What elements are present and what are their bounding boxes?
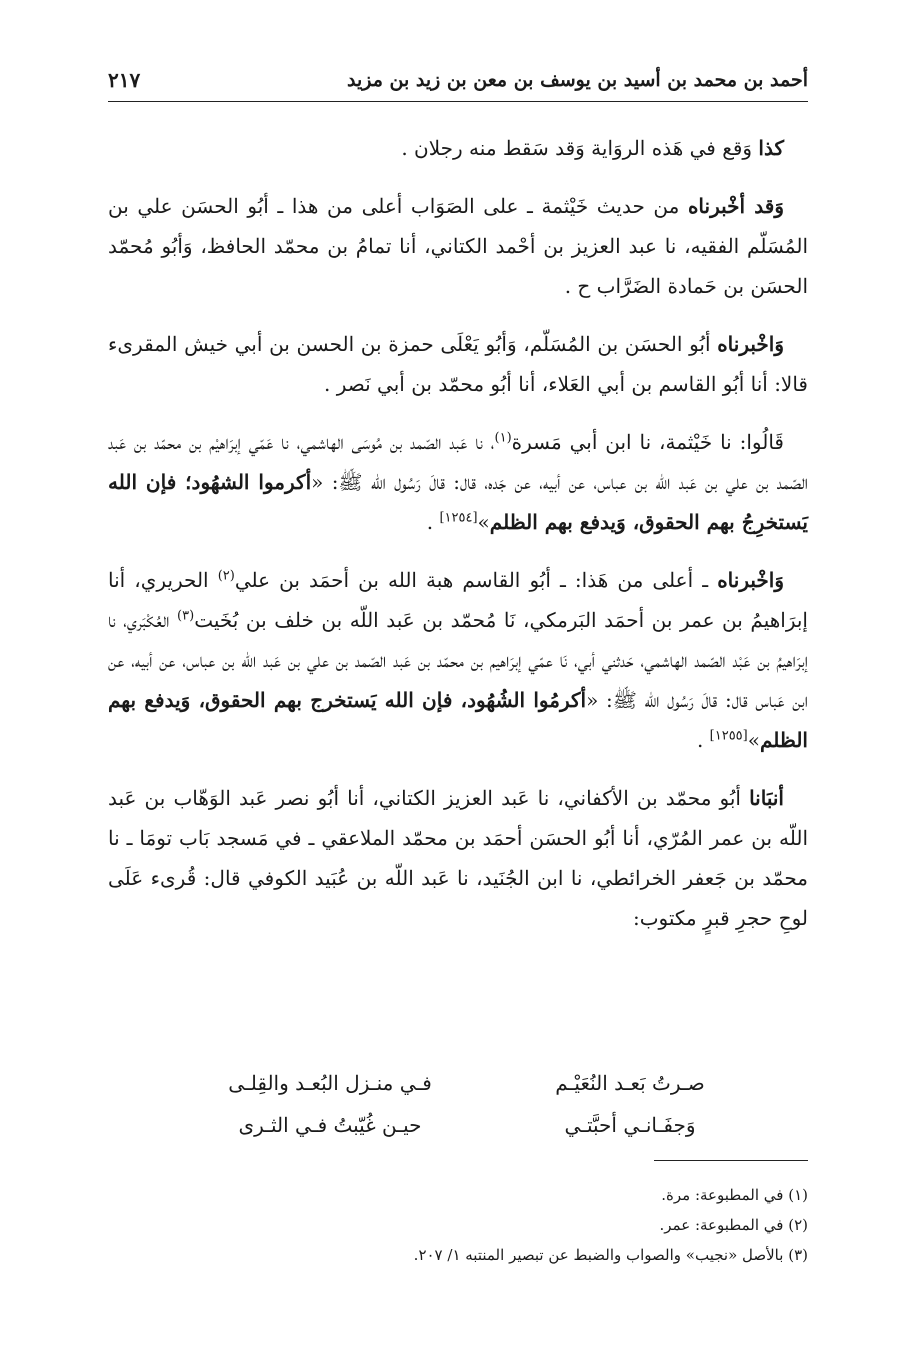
paragraph-1 bbox=[108, 128, 808, 168]
reference-mark: (٢) bbox=[217, 568, 235, 584]
footnote-rule bbox=[654, 1160, 808, 1161]
text-run: أبُو الحسَن بن المُسَلّم، وَأبُو يَعْلَى حمزة بن الحسن بن أبي خيش المقرىء قالا: أنا أبُو القاسم بن أبي العَلاء، أنا أبُو محمّد بن أبي نَصر . bbox=[108, 332, 808, 396]
text-run: قَالُوا: نا خَيْثمة، نا ابن أبي مَسرة bbox=[511, 430, 784, 454]
verse-1-second-hemistich: فـي منـزل البُعـد والقِلـى bbox=[228, 1071, 432, 1095]
paragraph-2 bbox=[108, 186, 808, 306]
footnote-text: في المطبوعة: عمر. bbox=[659, 1216, 784, 1234]
text-run: الحريري، أنا إبرَاهيمُ بن عمر بن أحمَد البَرمكي، نَا مُحمّد بن عَبد اللّه بن خلف بن بُخَيت bbox=[108, 568, 808, 632]
reference-mark: [١٢٥٥] bbox=[709, 728, 748, 744]
footnote-text: بالأصل «نجيب» والصواب والضبط عن تبصير المنتبه ١/ ٢٠٧. bbox=[413, 1246, 784, 1264]
bold-run: وَاخْبرناه bbox=[717, 568, 784, 592]
verse-1 bbox=[210, 1062, 750, 1104]
reference-mark: (٣) bbox=[177, 608, 195, 624]
footnote-marker: (٢) bbox=[788, 1216, 808, 1234]
paragraph-4 bbox=[108, 422, 808, 542]
poem bbox=[210, 1062, 750, 1146]
text-run: ، نا عَبد الصّمد بن مُوسَى الهاشمي، نا عَمّي إبرَاهيْم بن محمّد بن عَبد الصّمد بن علي بن عَبد اللّه بن عباس، عن أبيه، عن جَده، قال: قالَ رَسُول الله ﷺ: « bbox=[108, 430, 808, 494]
text-run: ـ أعلى من هَذا: ـ أبُو القاسم هبة الله بن أحمَد بن علي bbox=[234, 568, 718, 592]
bold-run: أكرمُوا الشُهُود، فإن الله يَستخرج بهم الحقوق، وَيدفع بهم الظلم bbox=[108, 688, 808, 752]
footnote-marker: (١) bbox=[788, 1186, 808, 1204]
footnote-text: في المطبوعة: مرة. bbox=[661, 1186, 784, 1204]
text-run: أبُو محمّد بن الأكفاني، نا عَبد العزيز الكتاني، أنا أبُو نصر عَبد الوَهّاب بن عَبد اللّه بن عمر المُرّي، أنا أبُو الحسَن أحمَد بن محمّد الملاعقي ـ في مَسجد بَاب تومَا ـ نا محمّد بن جَعفر الخرائطي، نا ابن الجُنَيد، نا عَبد اللّه بن عُبَيد الكوفي قال: قُرىء عَلَى لوحِ حجرِ قبرٍ مكتوب: bbox=[108, 786, 808, 930]
text-run: من حديث خَيْثمة ـ على الصَوَاب أعلى من هذا ـ أبُو الحسَن علي بن المُسَلّم الفقيه، نا عبد العزيز بن أحْمد الكتاني، أنا تمامُ بن محمّد الحافظ، وَأبُو مُحمّد الحسَن بن حَمادة الضَرَّاب ح . bbox=[108, 194, 808, 298]
text-run: . bbox=[696, 728, 710, 752]
text-run: » bbox=[477, 510, 490, 534]
page-number: ٢١٧ bbox=[108, 68, 141, 92]
bold-run: أكرموا الشهُود؛ فإن الله يَستخرِجُ بهم الحقوق، وَيدفع بهم الظلم bbox=[108, 470, 808, 534]
reference-mark: [١٢٥٤] bbox=[439, 510, 478, 526]
footnote-2 bbox=[108, 1210, 808, 1240]
running-head: أحمد بن محمد بن أسيد بن يوسف بن معن بن زيد بن مزيد bbox=[346, 69, 808, 91]
header-rule bbox=[108, 101, 808, 102]
verse-2-first-hemistich: وَجفَـانـي أحبَّتـي bbox=[564, 1113, 696, 1137]
verse-2-second-hemistich: حيـن غُيّبتُ فـي الثـرى bbox=[238, 1113, 422, 1137]
footnote-3 bbox=[108, 1240, 808, 1270]
footnotes bbox=[108, 1180, 808, 1270]
text-run: . bbox=[426, 510, 440, 534]
verse-1-first-hemistich: صـرتُ بَعـد النُعَيْـم bbox=[555, 1071, 705, 1095]
bold-run: كذا bbox=[758, 136, 784, 160]
bold-run: وَقد أخْبرناه bbox=[687, 194, 784, 218]
text-run: العُكْبَري، نا إبرَاهيمُ بن عَبْد الصّمد الهاشمي، حَدثني أبي، نَا عمّي إبرَاهيم بن محمّد بن عَبد الصّمد بن علي بن عَبد اللّه بن عباس، عن أبيه، عن ابن عَباس قال: قالَ رَسُول الله ﷺ: « bbox=[108, 608, 808, 712]
page-header bbox=[108, 60, 808, 100]
footnote-marker: (٣) bbox=[788, 1246, 808, 1264]
verse-2 bbox=[210, 1104, 750, 1146]
reference-mark: (١) bbox=[494, 430, 512, 446]
text-run: وَقع في هَذه الروَاية وَقد سَقط منه رجلان . bbox=[401, 136, 759, 160]
bold-run: أنبَانا bbox=[749, 786, 784, 810]
paragraph-5 bbox=[108, 560, 808, 760]
paragraph-6 bbox=[108, 778, 808, 938]
main-text bbox=[108, 128, 808, 956]
paragraph-3 bbox=[108, 324, 808, 404]
bold-run: وَاخْبرناه bbox=[717, 332, 784, 356]
text-run: » bbox=[747, 728, 760, 752]
footnote-1 bbox=[108, 1180, 808, 1210]
